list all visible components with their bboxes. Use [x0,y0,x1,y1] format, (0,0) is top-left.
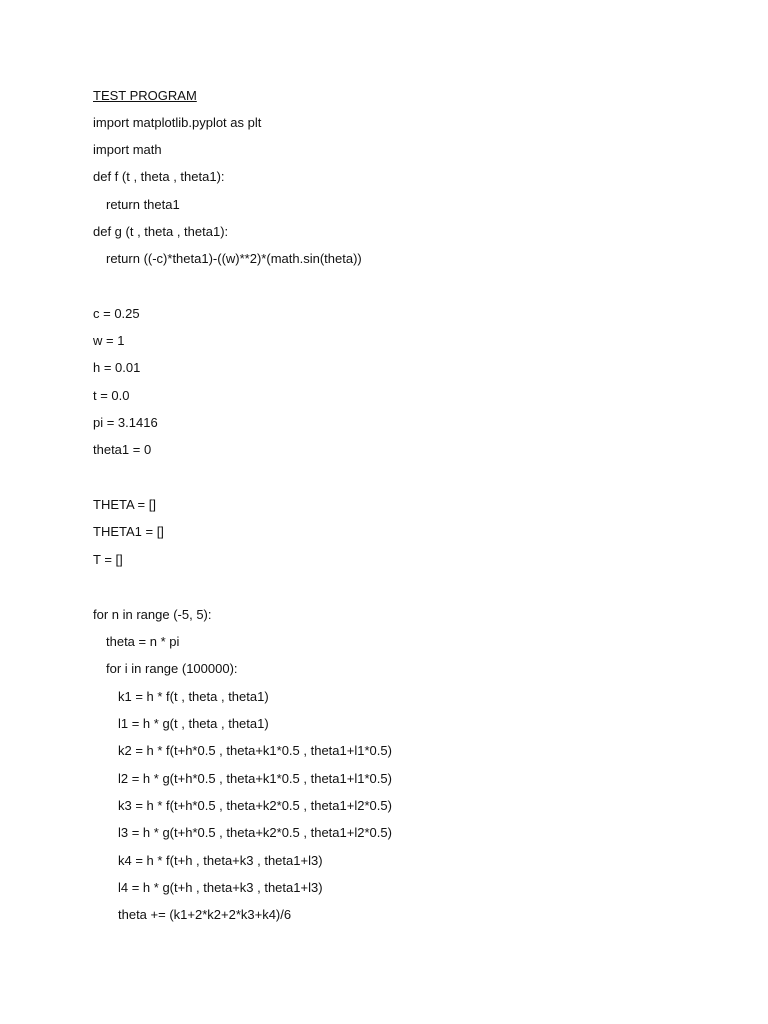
code-line: k4 = h * f(t+h , theta+k3 , theta1+l3) [118,853,323,868]
code-line: theta += (k1+2*k2+2*k3+k4)/6 [118,907,292,922]
code-line: l4 = h * g(t+h , theta+k3 , theta1+l3) [118,880,323,895]
code-line: return theta1 [106,197,180,212]
code-line: c = 0.25 [93,306,140,321]
code-line: def g (t , theta , theta1): [93,224,229,239]
code-line: w = 1 [93,333,125,348]
code-line: k3 = h * f(t+h*0.5 , theta+k2*0.5 , theta1+l2*0.5) [118,798,392,813]
code-line: l3 = h * g(t+h*0.5 , theta+k2*0.5 , theta1+l2*0.5) [118,825,392,840]
code-line: k1 = h * f(t , theta , theta1) [118,689,269,704]
code-line: t = 0.0 [93,388,130,403]
code-line: T = [] [93,552,123,567]
code-line: pi = 3.1416 [93,415,158,430]
code-line: k2 = h * f(t+h*0.5 , theta+k1*0.5 , theta1+l1*0.5) [118,743,392,758]
code-line: import math [93,142,162,157]
code-line: h = 0.01 [93,360,141,375]
code-line: theta1 = 0 [93,442,152,457]
code-line: theta = n * pi [106,634,180,649]
code-line: l1 = h * g(t , theta , theta1) [118,716,269,731]
code-line: def f (t , theta , theta1): [93,169,225,184]
code-line: import matplotlib.pyplot as plt [93,115,262,130]
code-line: THETA = [] [93,497,156,512]
code-line: return ((-c)*theta1)-((w)**2)*(math.sin(theta)) [106,251,362,266]
code-line: l2 = h * g(t+h*0.5 , theta+k1*0.5 , theta1+l1*0.5) [118,771,392,786]
document-title: TEST PROGRAM [93,88,197,103]
code-line: for i in range (100000): [106,661,238,676]
code-line: for n in range (-5, 5): [93,607,212,622]
code-line: THETA1 = [] [93,524,164,539]
